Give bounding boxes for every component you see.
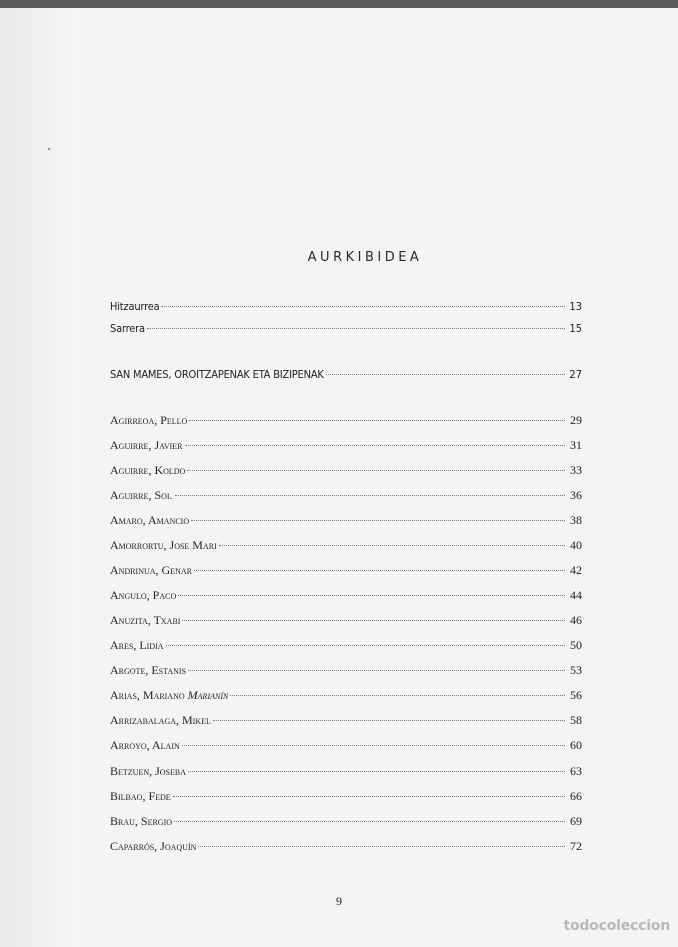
dot-leader (175, 495, 565, 496)
watermark-logo: todocoleccion (563, 918, 670, 934)
toc-page-number: 46 (570, 613, 582, 627)
toc-page-number: 58 (570, 713, 582, 727)
toc-row-section (110, 368, 582, 381)
toc-row-entry (110, 638, 582, 653)
toc-label: Andrinua, Genar (110, 563, 192, 577)
toc-row-entry (110, 563, 582, 578)
dot-leader (166, 645, 565, 646)
dot-leader (173, 796, 565, 797)
dot-leader (230, 695, 565, 696)
toc-label (110, 688, 228, 703)
toc-row-entry (110, 713, 582, 728)
toc-row-entry (110, 513, 582, 528)
toc-row-entry (110, 688, 582, 703)
toc-page-number: 66 (570, 789, 582, 803)
toc-row-intro (110, 322, 582, 335)
toc-label: Arrizabalaga, Mikel (110, 713, 211, 727)
toc-row-entry (110, 789, 582, 804)
toc-page-number: 42 (570, 563, 582, 577)
toc-row-entry (110, 613, 582, 628)
toc-heading: AURKIBIDEA (307, 250, 423, 265)
toc-row-entry (110, 663, 582, 678)
dot-leader (219, 545, 565, 546)
toc-label: Betzuen, Joseba (110, 764, 187, 778)
toc-label: Argote, Estanis (110, 663, 187, 677)
toc-row-entry (110, 463, 582, 478)
toc-label: Bilbao, Fede (110, 789, 171, 803)
toc-page-number: 72 (570, 839, 582, 853)
entry-nickname: Marianín (187, 688, 229, 702)
dot-leader (213, 720, 565, 721)
toc-row-entry (110, 814, 582, 829)
toc-row-entry (110, 438, 582, 453)
toc-row-entry (110, 839, 582, 854)
dot-leader (147, 328, 565, 329)
dot-leader (178, 595, 565, 596)
dot-leader (191, 520, 565, 521)
dot-leader (182, 745, 565, 746)
toc-page-number: 60 (570, 738, 582, 752)
book-page (0, 8, 678, 947)
toc-row-entry (110, 538, 582, 553)
toc-label: Agirreoa, Pello (110, 413, 188, 427)
dot-leader (198, 846, 565, 847)
toc-page-number: 27 (569, 368, 582, 381)
dot-leader (185, 445, 565, 446)
toc-page-number: 31 (570, 438, 582, 452)
toc-page-number: 29 (570, 413, 582, 427)
toc-row-intro (110, 300, 582, 313)
toc-page-number: 33 (570, 463, 582, 477)
dot-leader (182, 620, 565, 621)
dot-leader (188, 771, 565, 772)
page-number: 9 (336, 894, 342, 908)
toc-label: Aguirre, Koldo (110, 463, 186, 477)
toc-page-number: 69 (570, 814, 582, 828)
dot-leader (174, 821, 565, 822)
toc-page-number: 63 (570, 764, 582, 778)
toc-row-entry (110, 488, 582, 503)
dot-leader (188, 670, 565, 671)
toc-page-number: 56 (570, 688, 582, 702)
dot-leader (187, 470, 565, 471)
toc-label: Aguirre, Javier (110, 438, 183, 452)
toc-label: Anuzita, Txabi (110, 613, 181, 627)
toc-label: Arroyo, Alain (110, 738, 180, 752)
scan-top-edge (0, 0, 678, 8)
toc-row-entry (110, 764, 582, 779)
toc-label: Sarrera (110, 322, 145, 335)
toc-label: Angulo, Paco (110, 588, 177, 602)
toc-page-number: 40 (570, 538, 582, 552)
toc-label: Caparrós, Joaquín (110, 839, 197, 853)
toc-label: Amaro, Amancio (110, 513, 190, 527)
toc-row-entry (110, 588, 582, 603)
toc-page-number: 44 (570, 588, 582, 602)
dot-leader (189, 420, 565, 421)
toc-page-number: 36 (570, 488, 582, 502)
toc-label: Amorrortu, Jose Mari (110, 538, 217, 552)
dot-leader (194, 570, 565, 571)
toc-label: Aguirre, Soi. (110, 488, 173, 502)
dot-leader (326, 374, 565, 375)
toc-page-number: 15 (569, 322, 582, 335)
toc-page-number: 38 (570, 513, 582, 527)
toc-label: Ares, Lidia (110, 638, 164, 652)
toc-label: Hitzaurrea (110, 300, 160, 313)
toc-section-label: SAN MAMES, OROITZAPENAK ETA BIZIPENAK (110, 368, 324, 381)
toc-page-number: 13 (569, 300, 582, 313)
toc-row-entry (110, 413, 582, 428)
dot-leader (161, 306, 565, 307)
entry-name: Arias, Mariano (110, 688, 185, 702)
toc-row-entry (110, 738, 582, 753)
toc-label: Brau, Sergio (110, 814, 173, 828)
toc-page-number: 53 (570, 663, 582, 677)
toc-page-number: 50 (570, 638, 582, 652)
